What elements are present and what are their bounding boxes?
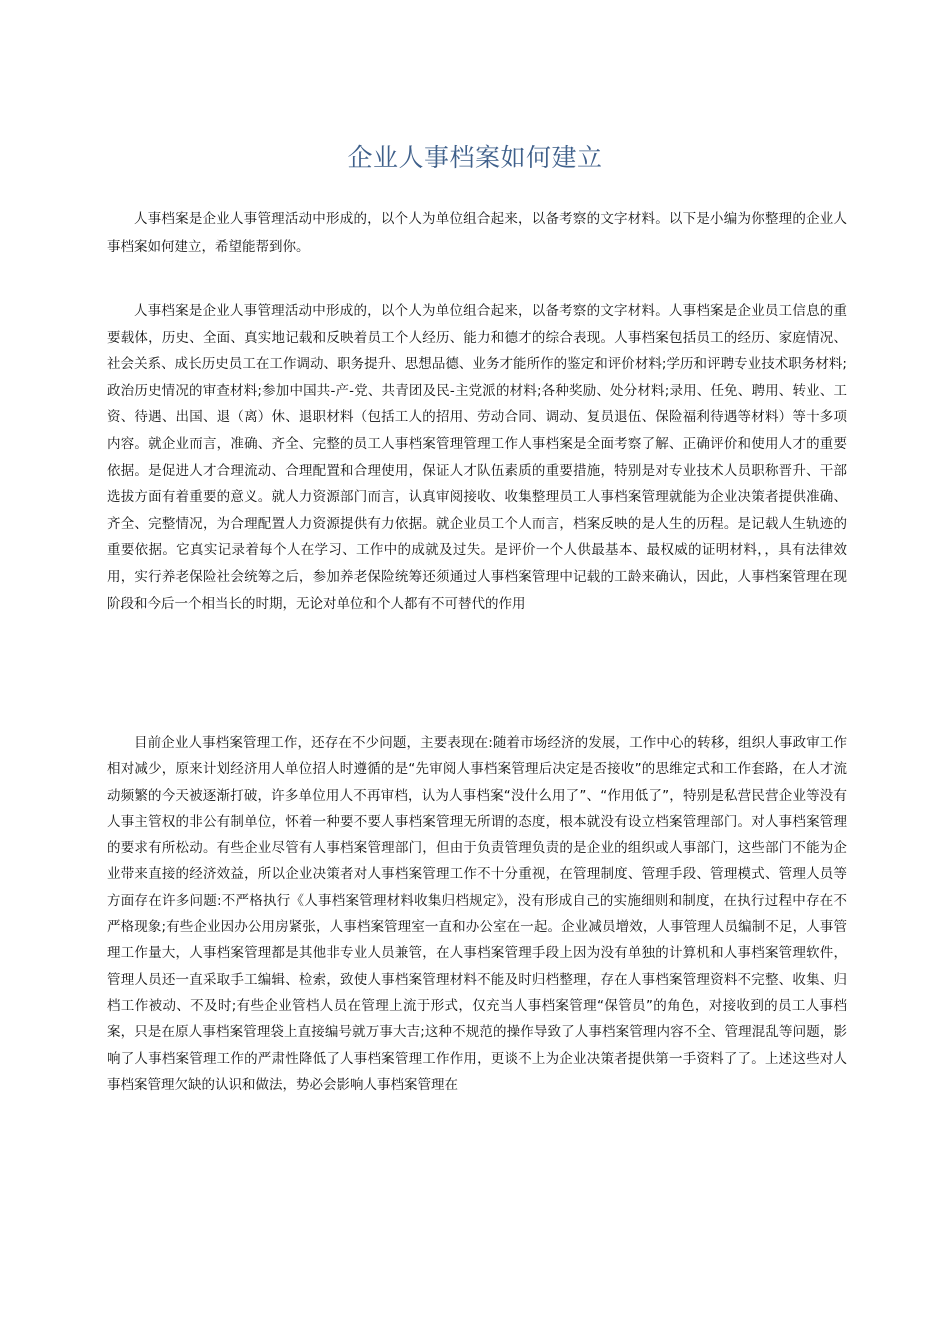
intro-paragraph: 人事档案是企业人事管理活动中形成的，以个人为单位组合起来，以备考察的文字材料。以下是小编为你整理的企业人事档案如何建立，希望能帮到你。: [107, 211, 847, 255]
page-title: 企业人事档案如何建立: [347, 143, 603, 172]
body-paragraph-importance: 人事档案是企业人事管理活动中形成的，以个人为单位组合起来，以备考察的文字材料。人事档案是企业员工信息的重要载体，历史、全面、真实地记载和反映着员工个人经历、能力和德才的综合表现。人事档案包括员工的经历、家庭情况、社会关系、成长历史员工在工作调动、职务提升、思想品德、业务才能所作的鉴定和评价材料;学历和评聘专业技术职务材料;政治历史情况的审查材料;参加中国共-产-党、共青团及民-主党派的材料;各种奖励、处分材料;录用、任免、聘用、转业、工资、待遇、出国、退（离）休、退职材料（包括工人的招用、劳动合同、调动、复员退伍、保险福利待遇等材料）等十多项内容。就企业而言，准确、齐全、完整的员工人事档案管理管理工作人事档案是全面考察了解、正确评价和使用人才的重要依据。是促进人才合理流动、合理配置和合理使用，保证人才队伍素质的重要措施，特别是对专业技术人员职称晋升、干部选拔方面有着重要的意义。就人力资源部门而言，认真审阅接收、收集整理员工人事档案管理就能为企业决策者提供准确、齐全、完整情况，为合理配置人力资源提供有力依据。就企业员工个人而言，档案反映的是人生的历程。是记载人生轨迹的重要依据。它真实记录着每个人在学习、工作中的成就及过失。是评价一个人供最基本、最权威的证明材料，，具有法律效用，实行养老保险社会统筹之后，参加养老保险统筹还须通过人事档案管理中记载的工龄来确认，因此，人事档案管理在现阶段和今后一个相当长的时期，无论对单位和个人都有不可替代的作用: [107, 303, 847, 612]
body-paragraph-problems: 目前企业人事档案管理工作，还存在不少问题，主要表现在:随着市场经济的发展，工作中心的转移，组织人事政审工作相对减少，原来计划经济用人单位招人时遵循的是“先审阅人事档案管理后决定是否接收”的思维定式和工作套路，在人才流动频繁的今天被逐渐打破，许多单位用人不再审档，认为人事档案“没什么用了”、“作用低了”，特别是私营民营企业等没有人事主管权的非公有制单位，怀着一种要不要人事档案管理无所谓的态度，根本就没有设立档案管理部门。对人事档案管理的要求有所松动。有些企业尽管有人事档案管理部门，但由于负责管理负责的是企业的组织或人事部门，这些部门不能为企业带来直接的经济效益，所以企业决策者对人事档案管理工作不十分重视，在管理制度、管理手段、管理模式、管理人员等方面存在许多问题:不严格执行《人事档案管理材料收集归档规定》，没有形成自己的实施细则和制度，在执行过程中存在不严格现象;有些企业因办公用房紧张，人事档案管理室一直和办公室在一起。企业减员增效，人事管理人员编制不足，人事管理工作量大，人事档案管理都是其他非专业人员兼管，在人事档案管理手段上因为没有单独的计算机和人事档案管理软件，管理人员还一直采取手工编辑、检索，致使人事档案管理材料不能及时归档整理，存在人事档案管理资料不完整、收集、归档工作被动、不及时;有些企业管档人员在管理上流于形式，仅充当人事档案管理“保管员”的角色，对接收到的员工人事档案，只是在原人事档案管理袋上直接编号就万事大吉;这种不规范的操作导致了人事档案管理内容不全、管理混乱等问题，影响了人事档案管理工作的严肃性降低了人事档案管理工作作用，更谈不上为企业决策者提供第一手资料了了。上述这些对人事档案管理欠缺的认识和做法，势必会影响人事档案管理在: [107, 735, 847, 1093]
